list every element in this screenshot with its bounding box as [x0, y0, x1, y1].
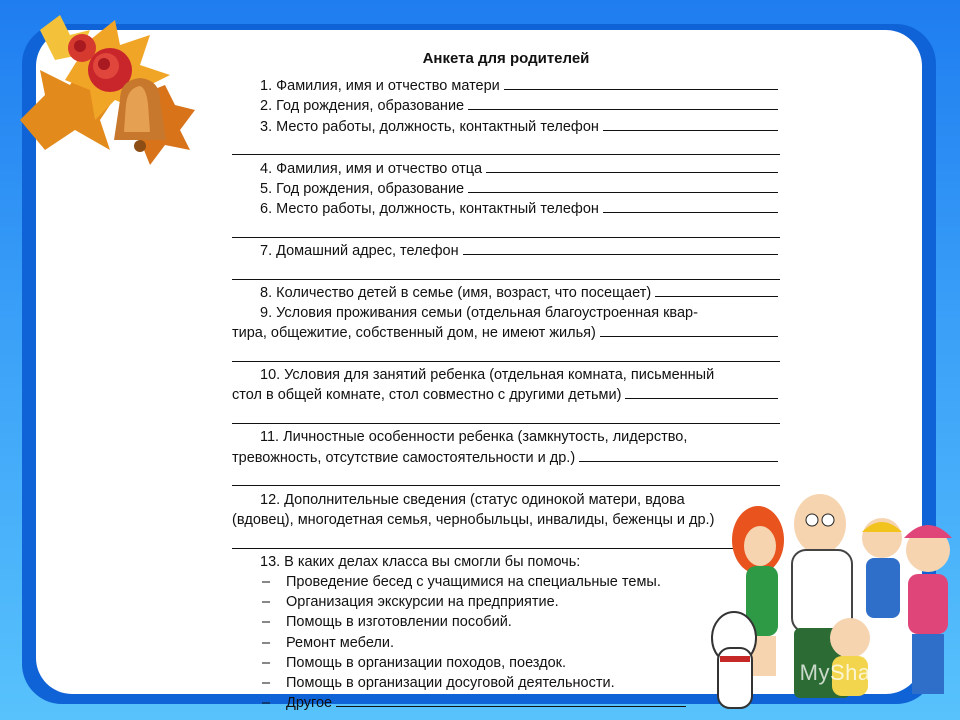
autumn-flowers-bell-decoration — [0, 0, 200, 170]
answer-line — [232, 466, 780, 487]
answer-line — [504, 88, 778, 90]
answer-line — [579, 460, 778, 462]
answer-line — [232, 217, 780, 238]
girl-pink-hat-figure — [904, 525, 952, 694]
question-12-line-2: (вдовец), многодетная семья, чернобыльцы, инвалиды, беженцы и др.) — [232, 511, 715, 528]
question-10-line-1: 10. Условия для занятий ребенка (отдельная комната, письменный — [260, 367, 715, 384]
question-11-line-1: 11. Личностные особенности ребенка (замкнутость, лидерство, — [260, 429, 688, 446]
answer-line — [336, 705, 686, 707]
option-item: – Организация экскурсии на предприятие. — [262, 594, 559, 611]
answer-line — [603, 129, 778, 131]
answer-line — [232, 135, 780, 156]
answer-line — [232, 341, 780, 362]
answer-line — [468, 108, 778, 110]
answer-line — [603, 211, 778, 213]
option-item: – Проведение бесед с учащимися на специальные темы. — [262, 573, 661, 590]
document-title: Анкета для родителей — [422, 50, 590, 67]
question-10-line-2: стол в общей комнате, стол совместно с другими детьми) — [232, 383, 780, 403]
option-item: – Ремонт мебели. — [262, 634, 394, 651]
question-8: 8. Количество детей в семье (имя, возраст, что посещает) — [232, 281, 780, 301]
answer-line — [232, 259, 780, 280]
questionnaire-document — [232, 50, 780, 711]
question-7: 7. Домашний адрес, телефон — [232, 239, 780, 259]
question-11-line-2: тревожность, отсутствие самостоятельности и др.) — [232, 445, 780, 465]
boy-cap-figure — [862, 518, 902, 618]
answer-line — [463, 253, 778, 255]
question-1: 1. Фамилия, имя и отчество матери — [232, 74, 780, 94]
question-5: 5. Год рождения, образование — [232, 177, 780, 197]
answer-line — [600, 335, 778, 337]
answer-line — [232, 528, 780, 549]
answer-line — [655, 295, 778, 297]
question-9-line-2: тира, общежитие, собственный дом, не имеют жилья) — [232, 321, 780, 341]
question-4: 4. Фамилия, имя и отчество отца — [232, 156, 780, 176]
dog-figure — [712, 612, 756, 708]
watermark: ▣ MyShared — [780, 660, 904, 685]
answer-line — [468, 191, 778, 193]
question-9-line-1: 9. Условия проживания семьи (отдельная благоустроенная квар- — [260, 305, 698, 322]
answer-line — [486, 171, 778, 173]
question-3: 3. Место работы, должность, контактный телефон — [232, 114, 780, 134]
question-12-line-1: 12. Дополнительные сведения (статус одинокой матери, вдова — [260, 491, 685, 508]
answer-line — [232, 403, 780, 424]
watermark-logo-icon: ▣ — [780, 667, 796, 684]
question-13: 13. В каких делах класса вы смогли бы помочь: — [260, 553, 581, 570]
question-2: 2. Год рождения, образование — [232, 94, 780, 114]
option-item: – Помощь в организации досуговой деятельности. — [262, 674, 615, 691]
answer-line — [625, 397, 778, 399]
option-item: – Помощь в изготовлении пособий. — [262, 614, 512, 631]
option-item: – Помощь в организации походов, поездок. — [262, 654, 567, 671]
option-item-other: – Другое — [232, 691, 780, 711]
question-6: 6. Место работы, должность, контактный телефон — [232, 197, 780, 217]
